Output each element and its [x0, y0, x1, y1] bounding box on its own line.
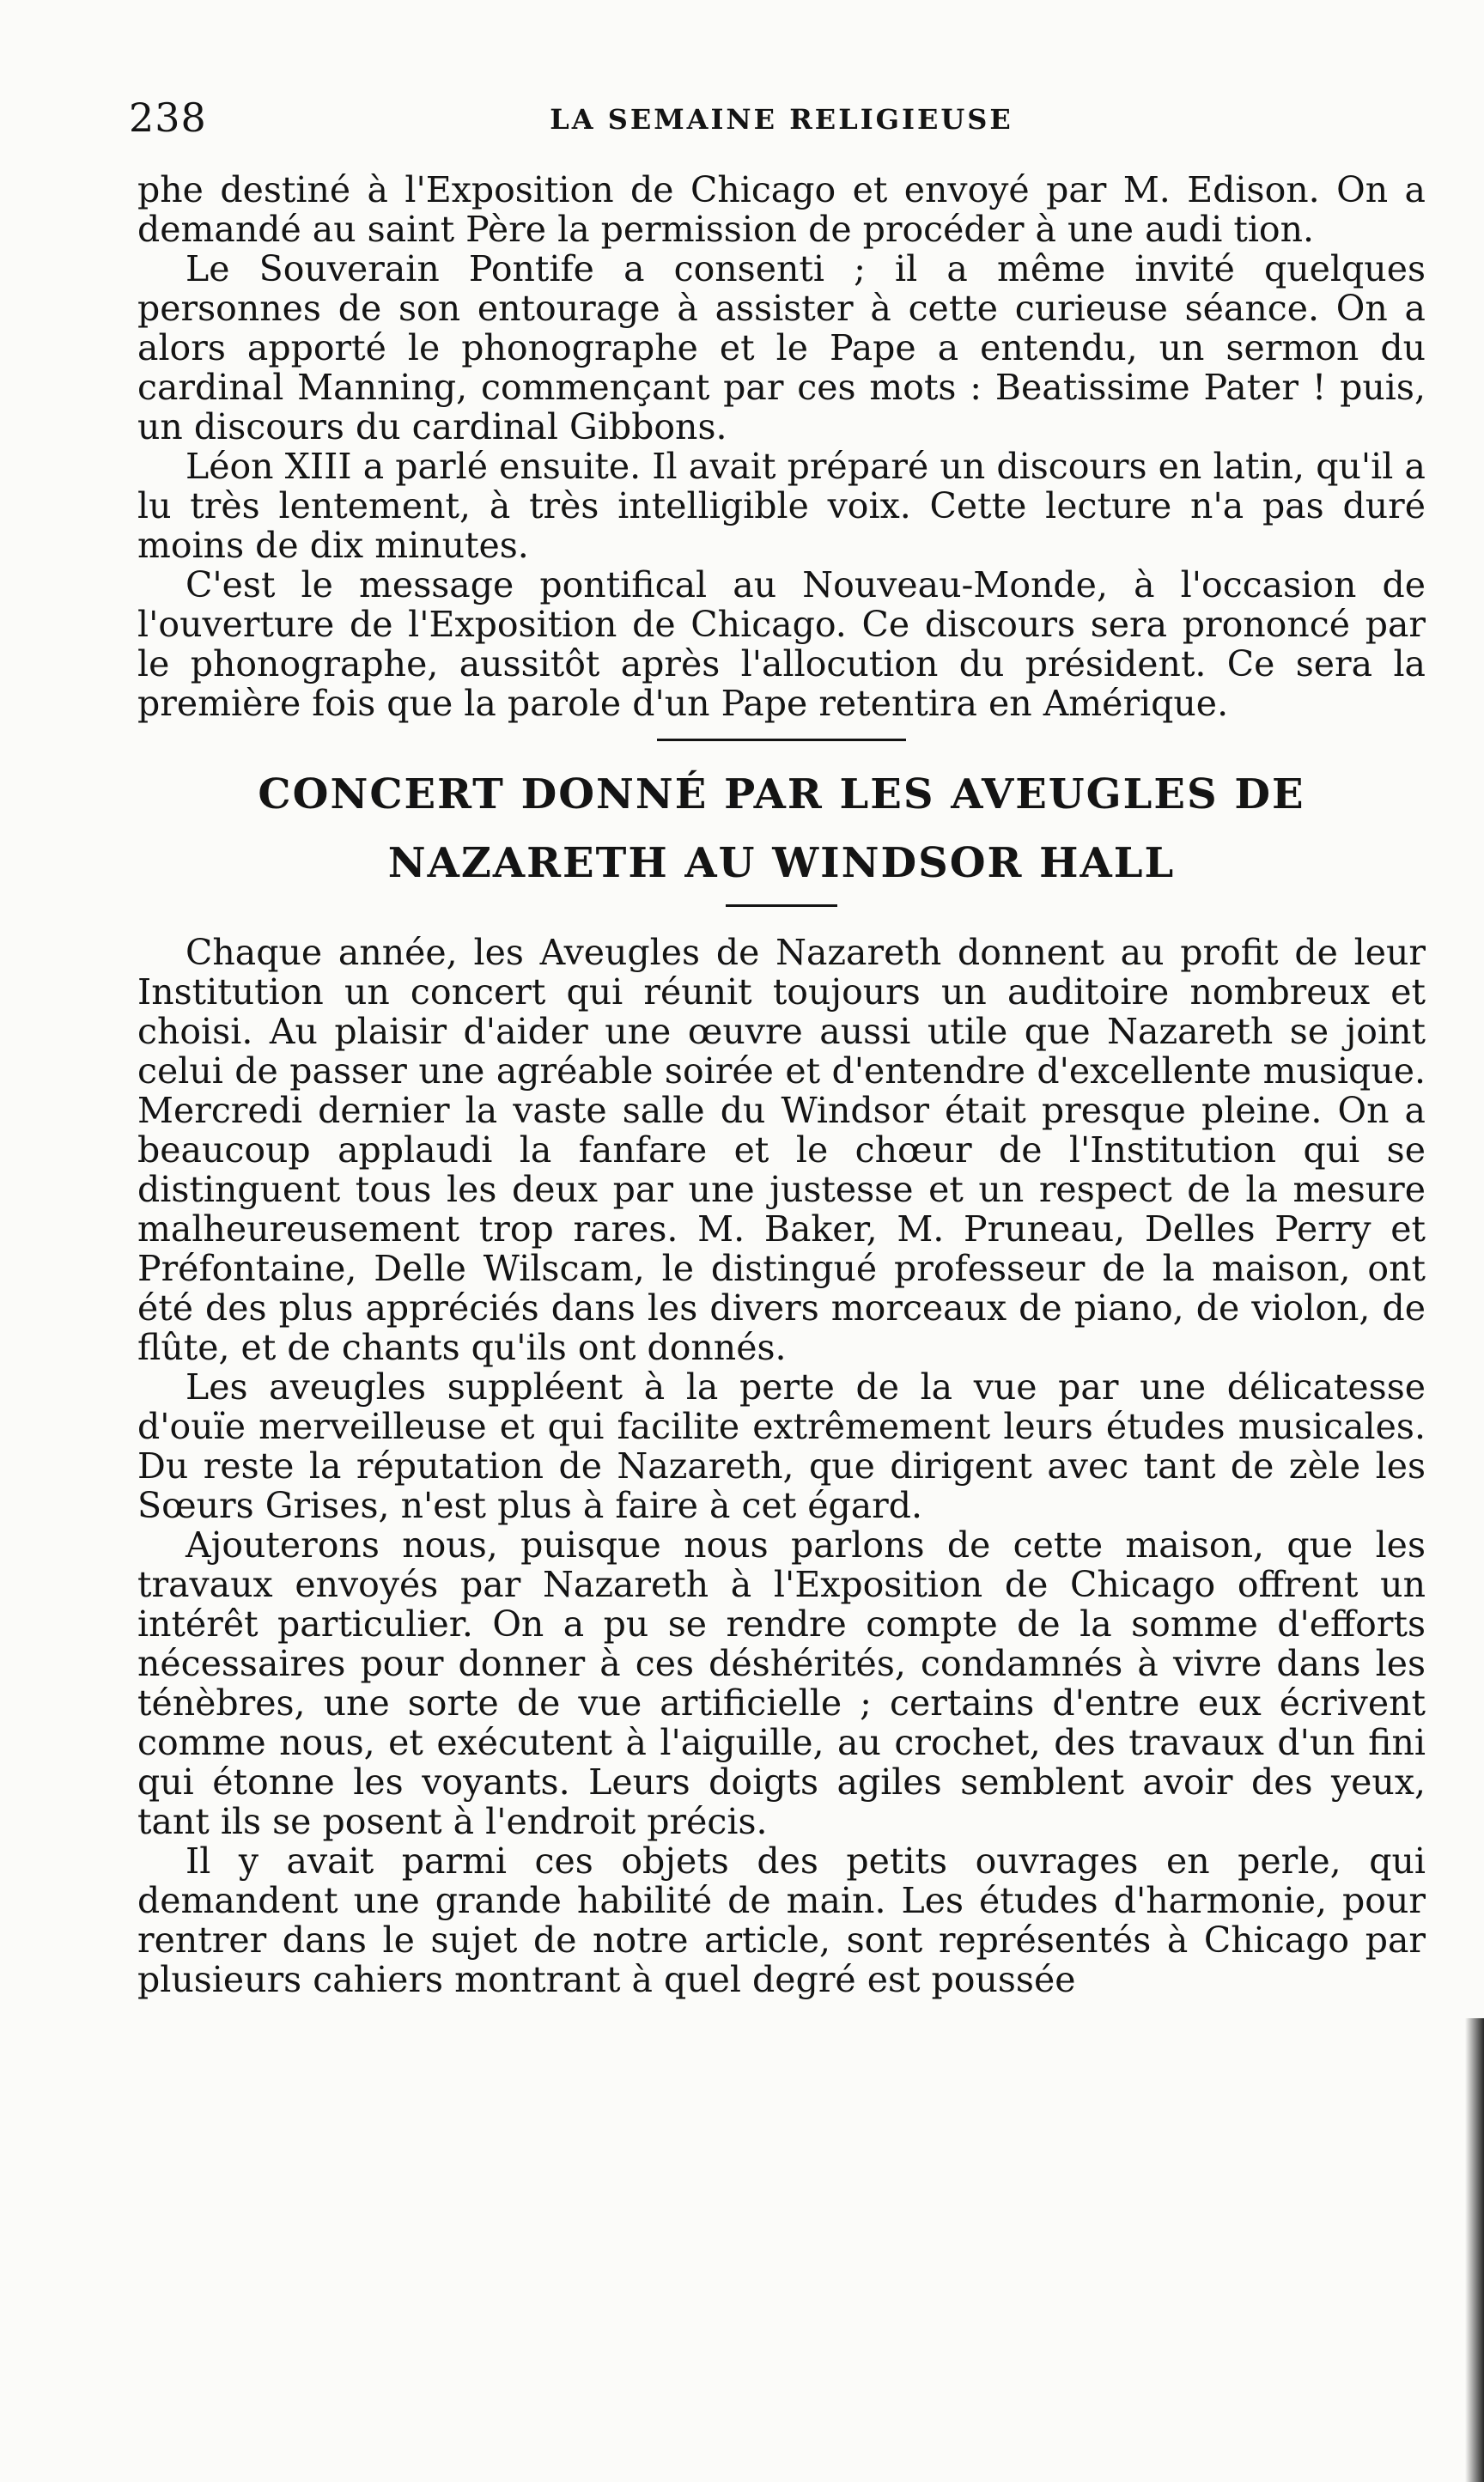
article-headline-line-1: CONCERT DONNÉ PAR LES AVEUGLES DE: [258, 770, 1305, 818]
article-paragraph: C'est le message pontifical au Nouveau-Monde, à l'occasion de l'ouverture de l'Exposition de Chicago. Ce discours sera prononcé par le phonographe, aussitôt après l'allocution du président. Ce sera la première fois que la parole d'un Pape retentira en Amérique.: [137, 564, 1426, 724]
second-article: [137, 760, 1426, 1999]
journal-title: LA SEMAINE RELIGIEUSE: [550, 103, 1013, 136]
article-paragraph: Ajouterons nous, puisque nous parlons de cette maison, que les travaux envoyés par Nazareth à l'Exposition de Chicago offrent un intérêt particulier. On a pu se rendre compte de la somme d'efforts nécessaires pour donner à ces déshérités, condamnés à vivre dans les ténèbres, une sorte de vue artificielle ; certains d'entre eux écrivent comme nous, et exécutent à l'aiguille, au crochet, des travaux d'un fini qui étonne les voyants. Leurs doigts agiles semblent avoir des yeux, tant ils se posent à l'endroit précis.: [137, 1524, 1426, 1842]
book-page: [129, 94, 1426, 2000]
running-head: [129, 94, 1426, 155]
article-paragraph: phe destiné à l'Exposition de Chicago et envoyé par M. Edison. On a demandé au saint Père la permission de procéder à une audi tion.: [137, 169, 1426, 250]
headline-rule: [726, 904, 837, 907]
section-divider: [657, 739, 906, 741]
article-paragraph: Chaque année, les Aveugles de Nazareth donnent au profit de leur Institution un concert qui réunit toujours un auditoire nombreux et choisi. Au plaisir d'aider une œuvre aussi utile que Nazareth se joint celui de passer une agréable soirée et d'entendre d'excellente musique. Mercredi dernier la vaste salle du Windsor était presque pleine. On a beaucoup applaudi la fanfare et le chœur de l'Institution qui se distinguent tous les deux par une justesse et un respect de la mesure malheureusement trop rares. M. Baker, M. Pruneau, Delles Perry et Préfontaine, Delle Wilscam, le distingué professeur de la maison, ont été des plus appréciés dans les divers morceaux de piano, de violon, de flûte, et de chants qu'ils ont donnés.: [137, 932, 1426, 1368]
article-paragraph: Les aveugles suppléent à la perte de la vue par une délicatesse d'ouïe merveilleuse et qui facilite extrêmement leurs études musicales. Du reste la réputation de Nazareth, que dirigent avec tant de zèle les Sœurs Grises, n'est plus à faire à cet égard.: [137, 1366, 1426, 1526]
article-paragraph: Il y avait parmi ces objets des petits ouvrages en perle, qui demandent une grande habilité de main. Les études d'harmonie, pour rentrer dans le sujet de notre article, sont représentés à Chicago par plusieurs cahiers montrant à quel degré est poussée: [137, 1840, 1426, 2000]
page-number: 238: [129, 94, 207, 141]
page-edge-shadow: [1465, 2018, 1484, 2482]
first-article: [137, 170, 1426, 723]
article-paragraph: Léon XIII a parlé ensuite. Il avait préparé un discours en latin, qu'il a lu très lentement, à très intelligible voix. Cette lecture n'a pas duré moins de dix minutes.: [137, 446, 1426, 566]
article-headline-line-2: NAZARETH AU WINDSOR HALL: [387, 839, 1176, 887]
article-paragraph: Le Souverain Pontife a consenti ; il a même invité quelques personnes de son entourage à assister à cette curieuse séance. On a alors apporté le phonographe et le Pape a entendu, un sermon du cardinal Manning, commençant par ces mots : Beatissime Pater ! puis, un discours du cardinal Gibbons.: [137, 248, 1426, 447]
